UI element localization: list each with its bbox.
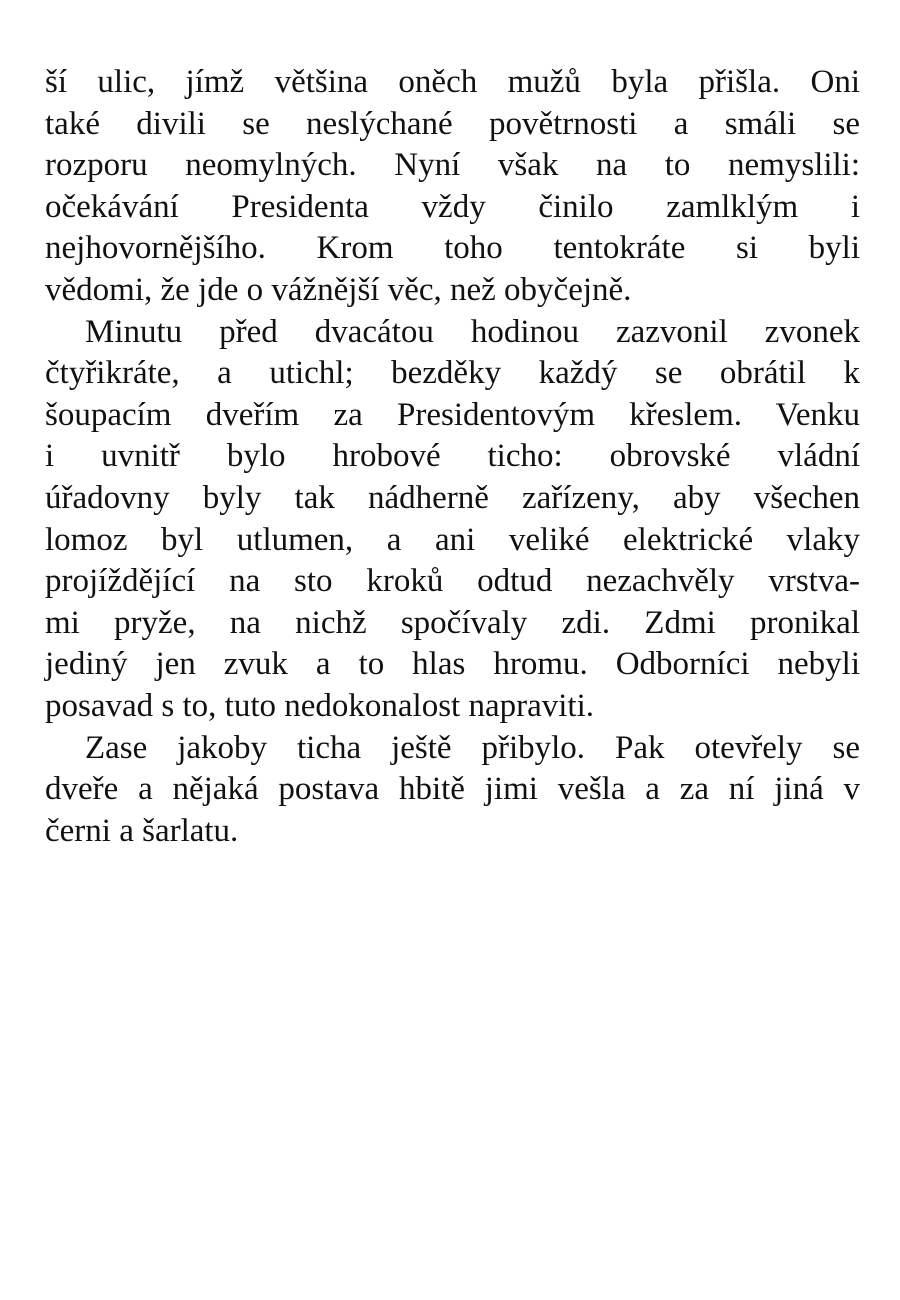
- text-line: čtyřikráte, a utichl; bezděky každý se obrátil k: [45, 355, 860, 392]
- text-line: jediný jen zvuk a to hlas hromu. Odborníci nebyli: [45, 646, 860, 683]
- text-line: úřadovny byly tak nádherně zařízeny, aby všechen: [45, 479, 860, 516]
- text-line: Zase jakoby ticha ještě přibylo. Pak otevřely se: [85, 729, 860, 766]
- text-line: Minutu před dvacátou hodinou zazvonil zvonek: [85, 313, 860, 350]
- text-line: posavad s to, tuto nedokonalost napraviti.: [45, 687, 594, 724]
- text-line: šoupacím dveřím za Presidentovým křeslem. Venku: [45, 396, 860, 433]
- text-line: také divili se neslýchané povětrnosti a smáli se: [45, 105, 860, 142]
- body-text: [45, 62, 860, 852]
- text-line: mi pryže, na nichž spočívaly zdi. Zdmi pronikal: [45, 604, 860, 641]
- text-line: dveře a nějaká postava hbitě jimi vešla a za ní jiná v: [45, 771, 860, 808]
- text-line: ší ulic, jímž většina oněch mužů byla přišla. Oni: [45, 64, 860, 100]
- text-line: projíždějící na sto kroků odtud nezachvěly vrstva-: [45, 563, 860, 600]
- text-line: černi a šarlatu.: [45, 812, 239, 849]
- text-line: rozporu neomylných. Nyní však na to nemyslili:: [45, 147, 860, 184]
- paragraph-3: [45, 728, 860, 853]
- paragraph-1: [45, 62, 860, 312]
- text-line: lomoz byl utlumen, a ani veliké elektrické vlaky: [45, 521, 860, 558]
- text-line: i uvnitř bylo hrobové ticho: obrovské vládní: [45, 438, 860, 475]
- text-line: vědomi, že jde o vážnější věc, než obyčejně.: [45, 271, 632, 308]
- text-line: nejhovornějšího. Krom toho tentokráte si byli: [45, 230, 860, 267]
- paragraph-2: [45, 312, 860, 728]
- text-line: očekávání Presidenta vždy činilo zamlklým i: [45, 188, 860, 225]
